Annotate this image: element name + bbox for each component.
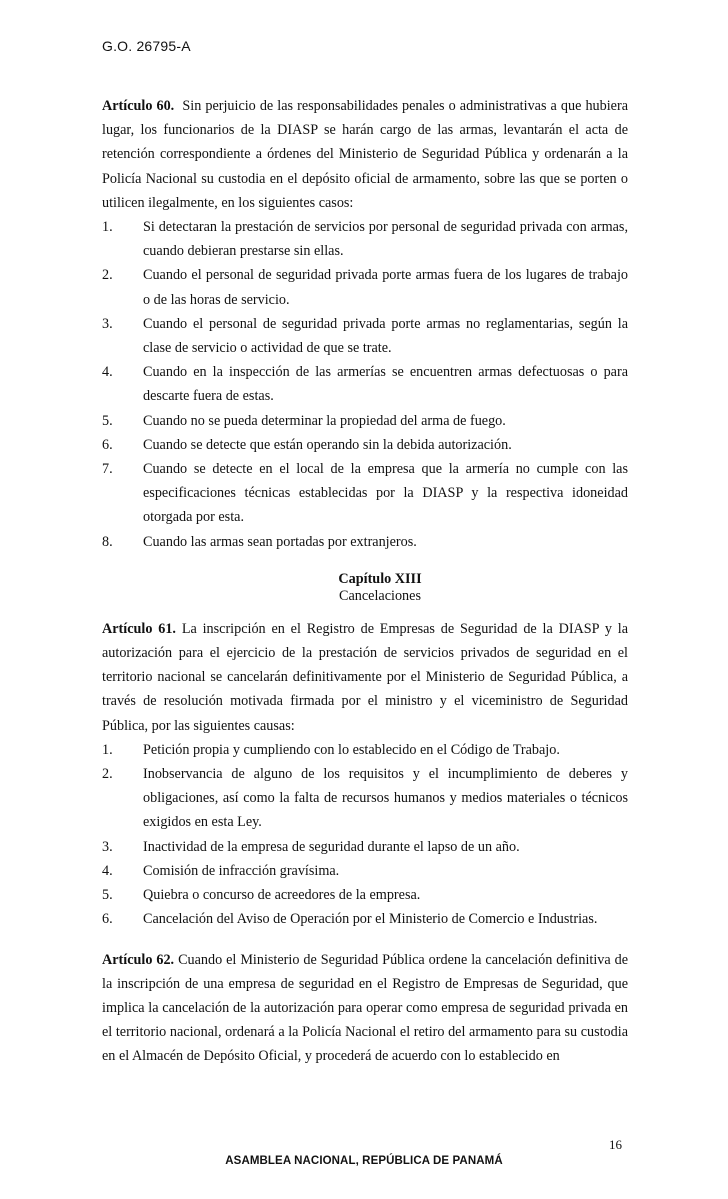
list-item bbox=[102, 215, 628, 263]
list-item-text: Petición propia y cumpliendo con lo establecido en el Código de Trabajo. bbox=[143, 741, 560, 758]
list-item-text: Cuando se detecte que están operando sin la debida autorización. bbox=[143, 436, 512, 453]
list-item-number: 1. bbox=[102, 219, 113, 236]
list-item bbox=[102, 360, 628, 408]
list-item-text: Cancelación del Aviso de Operación por el Ministerio de Comercio e Industrias. bbox=[143, 911, 598, 928]
list-item-number: 3. bbox=[102, 315, 113, 332]
list-item-number: 3. bbox=[102, 838, 113, 855]
article-62-title: Artículo 62. bbox=[102, 951, 175, 968]
list-item bbox=[102, 835, 628, 859]
list-item-text: Cuando se detecte en el local de la empresa que la armería no cumple con las especificaciones técnicas establecidas por la DIASP y la respectiva idoneidad otorgada por esta. bbox=[143, 461, 628, 526]
chapter-subtitle: Cancelaciones bbox=[339, 587, 421, 604]
list-item bbox=[102, 859, 628, 883]
list-item-number: 7. bbox=[102, 461, 113, 478]
list-item bbox=[102, 738, 628, 762]
article-62-text: Cuando el Ministerio de Seguridad Pública ordene la cancelación definitiva de la inscripción de una empresa de seguridad en el Registro de Empresas de Seguridad, que implica la cancelación de la autorización para operar como empresa de seguridad privada en el territorio nacional, ordenará a la Policía Nacional el retiro del armamento para su custodia en el Almacén de Depósito Oficial, y procederá de acuerdo con lo establecido en bbox=[102, 951, 628, 1065]
list-item-number: 5. bbox=[102, 412, 113, 429]
article-61-title: Artículo 61. bbox=[102, 620, 176, 637]
chapter-heading bbox=[102, 571, 628, 605]
list-item-text: Cuando las armas sean portadas por extranjeros. bbox=[143, 533, 417, 550]
list-item-number: 1. bbox=[102, 741, 113, 758]
page-footer: ASAMBLEA NACIONAL, REPÚBLICA DE PANAMÁ bbox=[225, 1155, 503, 1167]
list-item bbox=[102, 762, 628, 835]
list-item-number: 2. bbox=[102, 267, 113, 284]
page-number: 16 bbox=[609, 1137, 622, 1152]
list-item-text: Cuando el personal de seguridad privada porte armas no reglamentarias, según la clase de servicio o actividad de que se trate. bbox=[143, 315, 628, 357]
article-62 bbox=[102, 948, 628, 1069]
list-item-number: 4. bbox=[102, 364, 113, 381]
list-item bbox=[102, 312, 628, 360]
list-item-text: Inactividad de la empresa de seguridad durante el lapso de un año. bbox=[143, 838, 520, 855]
article-61-list bbox=[102, 738, 628, 932]
list-item-number: 6. bbox=[102, 436, 113, 453]
list-item-text: Si detectaran la prestación de servicios por personal de seguridad privada con armas, cuando debieran prestarse sin ellas. bbox=[143, 219, 628, 260]
list-item-text: Inobservancia de alguno de los requisitos y el incumplimiento de deberes y obligaciones, así como la falta de recursos humanos y medios materiales o técnicos exigidos en esta Ley. bbox=[143, 766, 628, 831]
list-item bbox=[102, 907, 628, 931]
list-item-text: Cuando no se pueda determinar la propiedad del arma de fuego. bbox=[143, 412, 506, 429]
chapter-title: Capítulo XIII bbox=[338, 570, 422, 587]
document-body bbox=[102, 94, 628, 1069]
article-61-text: La inscripción en el Registro de Empresas de Seguridad de la DIASP y la autorización para el ejercicio de la prestación de servicios privados de seguridad en el territorio nacional se cancelarán definitivamente por el Ministerio de Seguridad Pública, a través de resolución motivada firmada por el ministro y el viceministro de Seguridad Pública, por las siguientes causas: bbox=[102, 620, 629, 734]
list-item bbox=[102, 457, 628, 530]
list-item-number: 6. bbox=[102, 911, 113, 928]
article-60-title: Artículo 60. bbox=[102, 98, 175, 114]
list-item bbox=[102, 530, 628, 554]
list-item bbox=[102, 883, 628, 907]
list-item-number: 4. bbox=[102, 862, 113, 879]
article-61 bbox=[102, 617, 628, 738]
list-item-number: 5. bbox=[102, 887, 113, 904]
list-item bbox=[102, 433, 628, 457]
list-item-text: Cuando el personal de seguridad privada porte armas fuera de los lugares de trabajo o de las horas de servicio. bbox=[143, 267, 628, 308]
list-item-number: 2. bbox=[102, 766, 113, 783]
article-60-text: Sin perjuicio de las responsabilidades penales o administrativas a que hubiera lugar, los funcionarios de la DIASP se harán cargo de las armas, levantarán el acta de retención correspondiente a órdenes del Ministerio de Seguridad Pública y ordenarán a la Policía Nacional su custodia en el depósito oficial de armamento, sobre las que se porten o utilicen ilegalmente, en los siguientes casos: bbox=[102, 98, 628, 211]
list-item bbox=[102, 409, 628, 433]
list-item-text: Cuando en la inspección de las armerías se encuentren armas defectuosas o para descarte fuera de estas. bbox=[143, 364, 628, 405]
list-item-number: 8. bbox=[102, 533, 113, 550]
list-item bbox=[102, 263, 628, 311]
list-item-text: Quiebra o concurso de acreedores de la empresa. bbox=[143, 887, 421, 904]
list-item-text: Comisión de infracción gravísima. bbox=[143, 862, 340, 879]
article-60-list bbox=[102, 215, 628, 554]
gazette-header: G.O. 26795-A bbox=[102, 38, 191, 54]
article-60 bbox=[102, 94, 628, 215]
